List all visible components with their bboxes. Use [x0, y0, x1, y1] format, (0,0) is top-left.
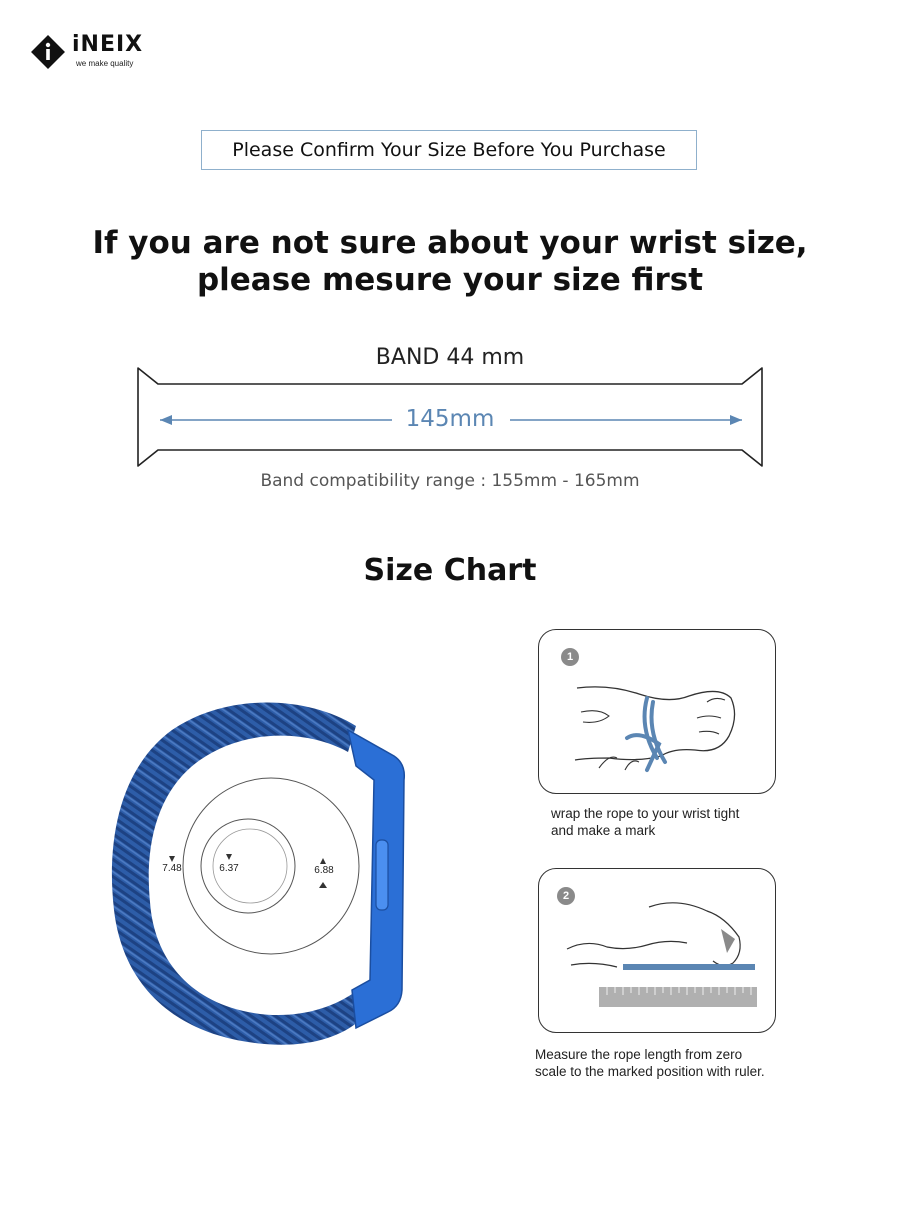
step-number-badge: 1	[561, 648, 579, 666]
brand-tagline: we make quality	[76, 59, 134, 68]
confirm-size-text: Please Confirm Your Size Before You Purchase	[232, 139, 666, 161]
rope	[623, 964, 755, 970]
step-1-line-2: and make a mark	[551, 823, 656, 838]
size-chart-title: Size Chart	[363, 553, 537, 588]
brand-name: iNEIX	[72, 32, 144, 57]
ring-label: 6.37	[219, 863, 239, 874]
step-2-line-1: Measure the rope length from zero	[535, 1047, 743, 1062]
ruler-measure-illustration	[557, 887, 767, 1017]
watch-button	[376, 840, 388, 910]
band-compatibility-range: Band compatibility range : 155mm - 165mm	[260, 471, 640, 491]
arrowhead-left-icon	[160, 415, 172, 425]
braided-band-image	[108, 690, 418, 1050]
ring-label: 6.88	[314, 865, 334, 876]
wrap-wrist-illustration	[569, 658, 749, 788]
logo-mark-icon	[30, 34, 66, 70]
step-1-instruction	[551, 805, 739, 839]
band-outline-diagram	[130, 362, 770, 472]
headline-line-1: If you are not sure about your wrist size,	[92, 225, 808, 261]
brand-logo	[30, 32, 160, 74]
ring-label: 7.48	[162, 863, 182, 874]
step-2-line-2: scale to the marked position with ruler.	[535, 1064, 765, 1079]
ring-marker-icon	[169, 856, 175, 862]
band-length-value: 145mm	[405, 406, 495, 432]
step-1-card	[538, 629, 776, 794]
headline-line-2: please mesure your size first	[196, 262, 704, 298]
arrowhead-right-icon	[730, 415, 742, 425]
step-number-badge: 2	[557, 887, 575, 905]
step-1-line-1: wrap the rope to your wrist tight	[551, 806, 740, 821]
confirm-size-banner	[201, 130, 697, 170]
step-2-instruction	[535, 1046, 765, 1080]
band-size-label: BAND 44 mm	[375, 345, 525, 370]
step-2-card	[538, 868, 776, 1033]
